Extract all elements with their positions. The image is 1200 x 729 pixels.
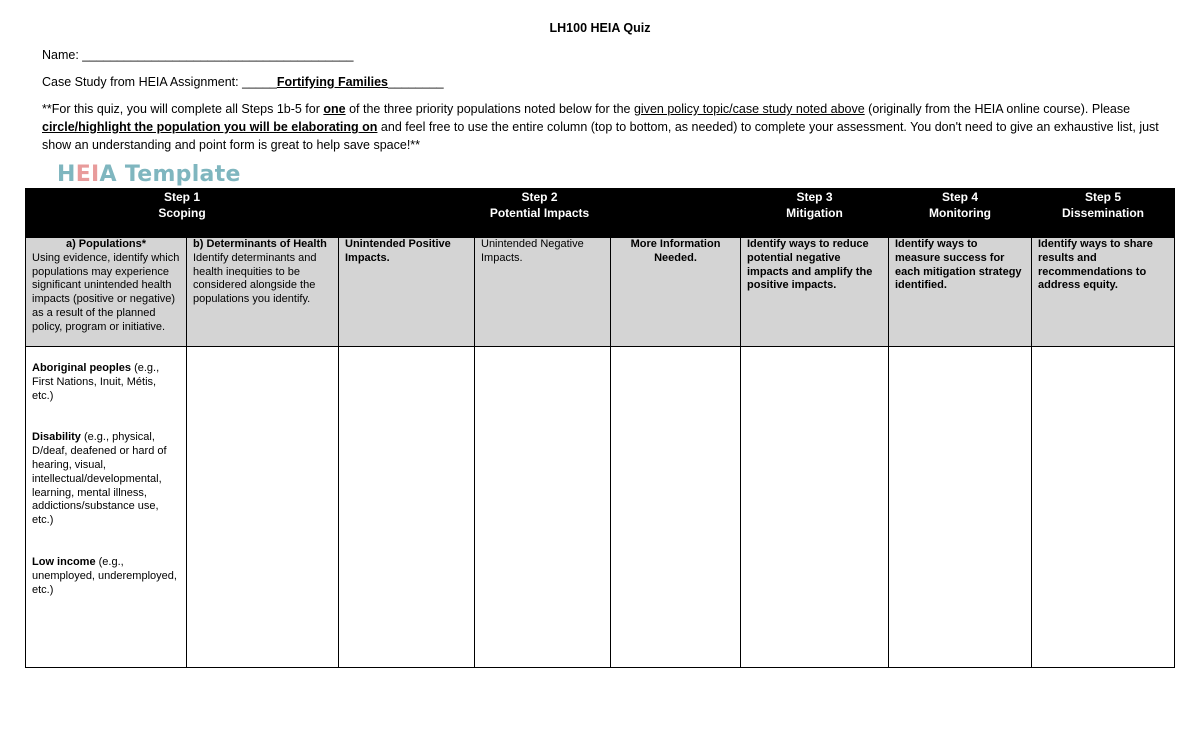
dissemination-header: Identify ways to share results and recommendations to address equity. (1032, 238, 1175, 347)
step-name: Dissemination (1061, 206, 1145, 220)
determinants-cell[interactable] (187, 347, 339, 668)
monitoring-cell[interactable] (889, 347, 1032, 668)
step-4-header (889, 189, 1032, 238)
case-study-line (42, 75, 444, 89)
population-name: Low income (32, 555, 96, 568)
column-desc: Identify determinants and health inequities to be considered alongside the populations you identify. (193, 251, 317, 306)
heia-table (25, 188, 1175, 668)
step-header-row (26, 189, 1175, 238)
negative-impacts-header: Unintended Negative Impacts. (475, 238, 611, 347)
step-name: Mitigation (786, 206, 843, 220)
population-name: Disability (32, 431, 81, 444)
heading-part: H (57, 162, 76, 187)
step-3-header (741, 189, 889, 238)
instructions-emphasis-circle: circle/highlight the population you will be elaborating on (42, 120, 378, 134)
more-info-header: More Information Needed. (611, 238, 741, 347)
population-item[interactable] (32, 556, 180, 597)
instructions-text: of the three priority populations noted below for the (345, 102, 634, 116)
step-number: Step 4 (941, 190, 978, 204)
step-2-header (339, 189, 741, 238)
mitigation-header: Identify ways to reduce potential negative impacts and amplify the positive impacts. (741, 238, 889, 347)
step-number: Step 5 (1084, 190, 1121, 204)
step-5-header (1032, 189, 1175, 238)
mitigation-cell[interactable] (741, 347, 889, 668)
populations-header (26, 238, 187, 347)
population-detail: (e.g., First Nations, Inuit, Métis, etc.) (32, 362, 160, 402)
population-name: Aboriginal peoples (32, 362, 132, 374)
more-info-cell[interactable] (611, 347, 741, 668)
case-study-label: Case Study from HEIA Assignment: _____ (42, 75, 277, 89)
monitoring-header: Identify ways to measure success for each mitigation strategy identified. (889, 238, 1032, 347)
populations-cell (26, 347, 187, 668)
positive-impacts-header: Unintended Positive Impacts. (339, 238, 475, 347)
column-title: b) Determinants of Health (193, 238, 327, 250)
instructions-paragraph (42, 100, 1162, 154)
assessment-row (26, 347, 1175, 668)
column-title: a) Populations* (65, 238, 147, 250)
instructions-emphasis-one: one (323, 102, 346, 116)
heading-part: A Template (99, 162, 241, 187)
case-study-trail: ________ (388, 75, 444, 89)
step-number: Step 2 (521, 190, 558, 204)
step-name: Potential Impacts (489, 206, 590, 220)
determinants-header (187, 238, 339, 347)
positive-impacts-cell[interactable] (339, 347, 475, 668)
negative-impacts-cell[interactable] (475, 347, 611, 668)
heading-part: EI (75, 162, 100, 187)
instructions-text: (originally from the HEIA online course). Please (864, 102, 1131, 116)
step-1-header (26, 189, 339, 238)
column-description-row (26, 238, 1175, 347)
case-study-value: Fortifying Families (276, 75, 388, 89)
dissemination-cell[interactable] (1032, 347, 1175, 668)
step-number: Step 1 (163, 190, 200, 204)
population-item[interactable] (32, 362, 180, 403)
population-detail: (e.g., unemployed, underemployed, etc.) (32, 555, 177, 596)
step-name: Scoping (158, 206, 206, 220)
population-detail: (e.g., physical, D/deaf, deafened or hard of hearing, visual, intellectual/developmental, learning, mental illness, addictions/substance use, etc.) (32, 431, 167, 527)
heia-template-heading (57, 162, 241, 187)
step-name: Monitoring (929, 206, 991, 220)
population-item[interactable] (32, 431, 180, 528)
step-number: Step 3 (796, 190, 833, 204)
instructions-text: **For this quiz, you will complete all Steps 1b-5 for (42, 102, 324, 116)
instructions-emphasis-given: given policy topic/case study noted above (633, 102, 865, 116)
instructions-text: and feel free to use the entire column (top to bottom, as needed) to complete your assessment. You don't need to give an exhaustive list, just show an understanding and point form is great to help save space!** (42, 120, 1159, 152)
name-field[interactable]: Name: _______________________________________ (42, 48, 354, 62)
page-title: LH100 HEIA Quiz (549, 21, 651, 35)
column-desc: Using evidence, identify which populations may experience significant unintended health impacts (positive or negative) as a result of the planned policy, program or initiative. (32, 251, 180, 333)
